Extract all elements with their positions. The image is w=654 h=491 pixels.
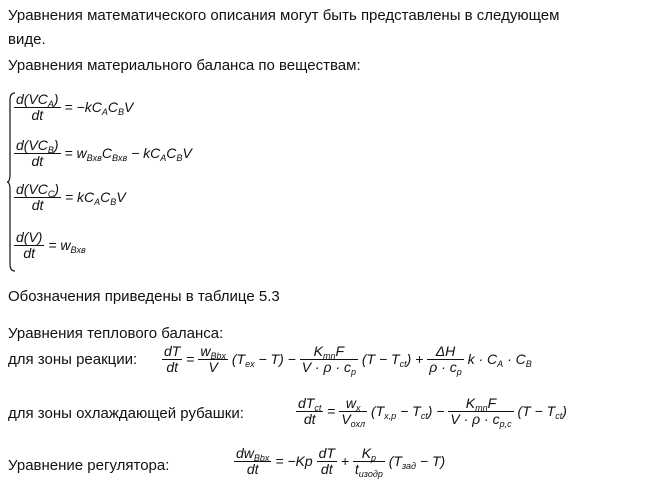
- material-eq-2: $\frac{d(VC_B)}{dt}$ = $w_{Bxв}C_{Bxв} - kC_AC_BV$: [16, 137, 192, 169]
- material-eq-1: $\frac{d(VC_A)}{dt}$ = $-kC_AC_BV$: [16, 91, 134, 123]
- table-reference: Обозначения приведены в таблице 5.3: [8, 288, 280, 305]
- reaction-zone-label: для зоны реакции:: [8, 351, 138, 368]
- heat-balance-heading: Уравнения теплового баланса:: [8, 325, 224, 342]
- material-eq-4: $\frac{d(V)}{dt}$ = $w_{Bxв}$: [16, 229, 86, 261]
- jacket-zone-equation: $\frac{dT_{ct}}{dt}$ = $\frac{w_x}{V_{охл}}$ $(T_{x,p} - T_{ct})$ − $\frac{K_{mn}F}{V \cdot \rho \cdot c_{p,c}}$ $(T - T_{ct})$: [298, 395, 567, 429]
- regulator-equation: $\frac{dw_{Bbx}}{dt}$ = −Kp $\frac{dT}{dt}$ + $\frac{K_p}{t_{изодр}}$ $(T_{зад} - T)$: [236, 445, 446, 479]
- material-eq-3: $\frac{d(VC_C)}{dt}$ = $kC_AC_BV$: [16, 181, 126, 213]
- intro-line-2: виде.: [8, 31, 46, 48]
- regulator-label: Уравнение регулятора:: [8, 457, 170, 474]
- material-balance-heading: Уравнения материального баланса по веществам:: [8, 57, 361, 74]
- jacket-zone-label: для зоны охлаждающей рубашки:: [8, 405, 244, 422]
- intro-line-1: Уравнения математического описания могут быть представлены в следующем: [8, 7, 560, 24]
- reaction-zone-equation: $\frac{dT}{dt}$ = $\frac{w_{Bbx}}{V}$ $(T_{ex} - T)$ − $\frac{K_{mn}F}{V \cdot \rho \cdot c_p}$ $(T - T_{ct})$ + $\frac{\Delta H}{\rho \cdot c_p}$ $k \cdot C_A \cdot C_B$: [164, 343, 532, 377]
